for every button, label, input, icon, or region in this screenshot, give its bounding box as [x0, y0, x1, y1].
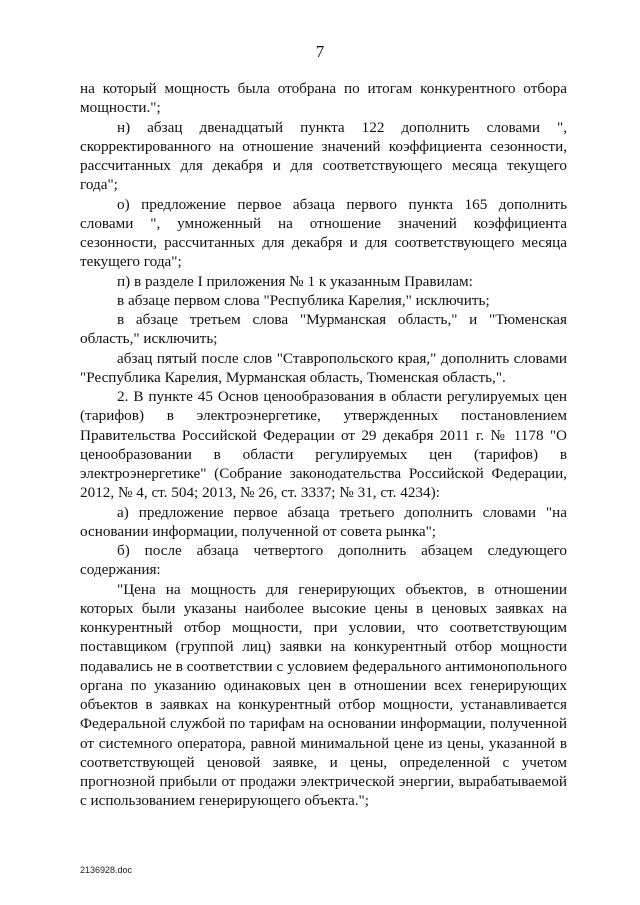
paragraph: 2. В пункте 45 Основ ценообразования в области регулируемых цен (тарифов) в электроэнергетике, утвержденных постановлением Правительства Российской Федерации от 29 декабря 2011 г. № 1178 "О ценообразовании в области регулируемых цен (тарифов) в электроэнергетике" (Собрание законодательства Российской Федерации, 2012, № 4, ст. 504; 2013, № 26, ст. 3337; № 31, ст. 4234): — [80, 388, 567, 502]
document-body — [80, 79, 567, 811]
paragraph: в абзаце третьем слова "Мурманская область," и "Тюменская область," исключить; — [80, 311, 567, 348]
paragraph: "Цена на мощность для генерирующих объектов, в отношении которых были указаны наиболее высокие цены в ценовых заявках на конкурентный отбор мощности, при условии, что соответствующим поставщиком (группой лиц) заявки на конкурентный отбор мощности подавались не в соответствии с условием федерального антимонопольного органа по указанию одинаковых цен в отношении всех генерирующих объектов в заявках на конкурентный отбор мощности, устанавливается Федеральной службой по тарифам на основании информации, полученной от системного оператора, равной минимальной цене из цены, указанной в соответствующей ценовой заявке, и цены, определенной с учетом прогнозной прибыли от продажи электрической энергии, вырабатываемой с использованием генерирующего объекта."; — [80, 580, 567, 810]
paragraph: на который мощность была отобрана по итогам конкурентного отбора мощности."; — [80, 80, 567, 117]
paragraph: абзац пятый после слов "Ставропольского края," дополнить словами "Республика Карелия, Мурманская область, Тюменская область,". — [80, 349, 567, 386]
paragraph: а) предложение первое абзаца третьего дополнить словами "на основании информации, полученной от совета рынка"; — [80, 503, 567, 540]
page-number: 7 — [315, 42, 325, 61]
paragraph: п) в разделе I приложения № 1 к указанным Правилам: — [117, 272, 473, 290]
document-file-name: 2136928.doc — [80, 865, 133, 875]
paragraph: б) после абзаца четвертого дополнить абзацем следующего содержания: — [80, 542, 567, 579]
paragraph: в абзаце первом слова "Республика Карелия," исключить; — [117, 291, 490, 309]
paragraph: о) предложение первое абзаца первого пункта 165 дополнить словами ", умноженный на отношение значений коэффициента сезонности, рассчитанных для декабря и для соответствующего месяца текущего года"; — [80, 195, 567, 271]
paragraph: н) абзац двенадцатый пункта 122 дополнить словами ", скорректированного на отношение значений коэффициента сезонности, рассчитанных для декабря и для соответствующего месяца текущего года"; — [80, 118, 567, 194]
